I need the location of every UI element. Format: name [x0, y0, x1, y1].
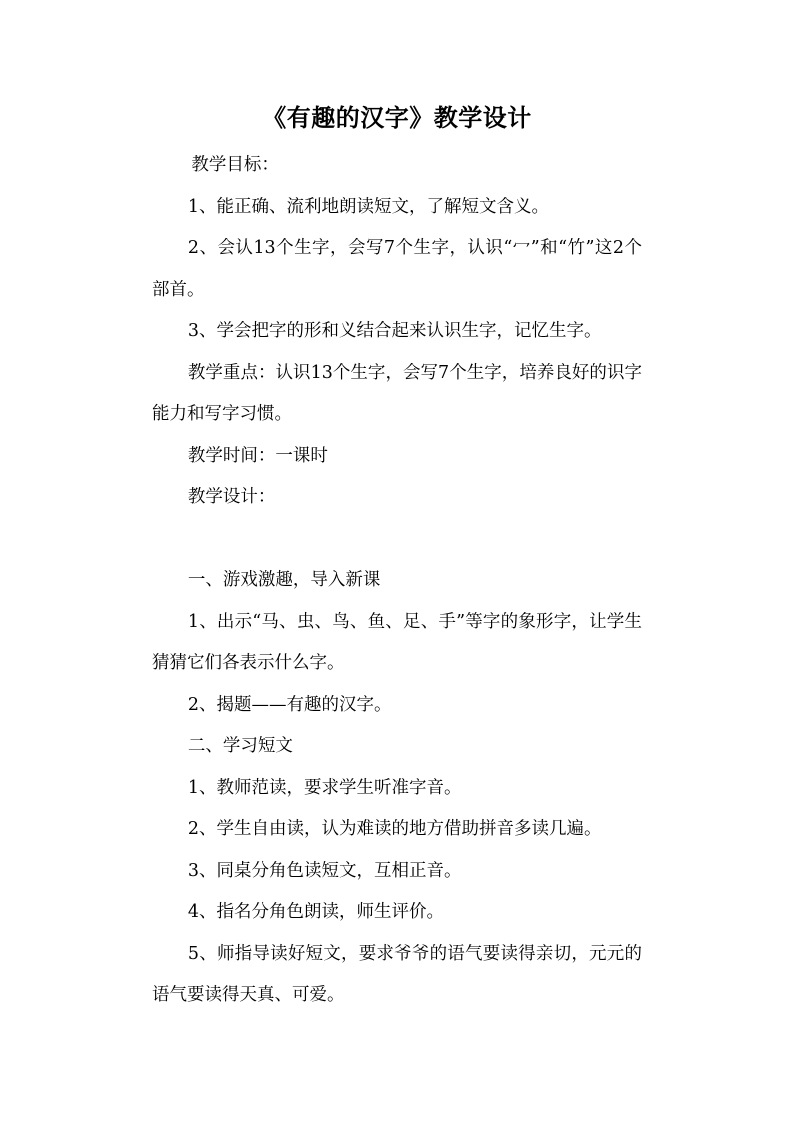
objective-item: 2、会认13个生字，会写7个生字，认识“冖”和“竹”这2个部首。 — [152, 238, 642, 300]
step-item: 1、出示“马、虫、鸟、鱼、足、手”等字的象形字，让学生猜猜它们各表示什么字。 — [152, 611, 642, 673]
step-item: 5、师指导读好短文，要求爷爷的语气要读得亲切，元元的语气要读得天真、可爱。 — [152, 943, 642, 1005]
step-item: 1、教师范读，要求学生听准字音。 — [187, 777, 462, 798]
document-body — [152, 145, 642, 1017]
step-item: 2、揭题——有趣的汉字。 — [187, 694, 392, 715]
section-label-design: 教学设计： — [187, 487, 276, 507]
document-title: 《有趣的汉字》教学设计 — [262, 103, 532, 132]
step-item: 2、学生自由读，认为难读的地方借助拼音多读几遍。 — [187, 819, 602, 839]
section-heading: 二、学习短文 — [187, 736, 293, 756]
objective-item: 1、能正确、流利地朗读短文，了解短文含义。 — [187, 196, 550, 217]
step-item: 4、指名分角色朗读，师生评价。 — [187, 902, 445, 922]
time-paragraph: 教学时间：一课时 — [187, 445, 328, 466]
objective-item: 3、学会把字的形和义结合起来认识生字，记忆生字。 — [187, 321, 602, 341]
section-label-objectives: 教学目标： — [191, 155, 279, 175]
section-heading: 一、游戏激趣，导入新课 — [187, 570, 381, 590]
blank-line — [152, 519, 642, 561]
key-points-paragraph: 教学重点：认识13个生字，会写7个生字，培养良好的识字能力和写字习惯。 — [152, 362, 642, 424]
step-item: 3、同桌分角色读短文，互相正音。 — [187, 860, 462, 881]
